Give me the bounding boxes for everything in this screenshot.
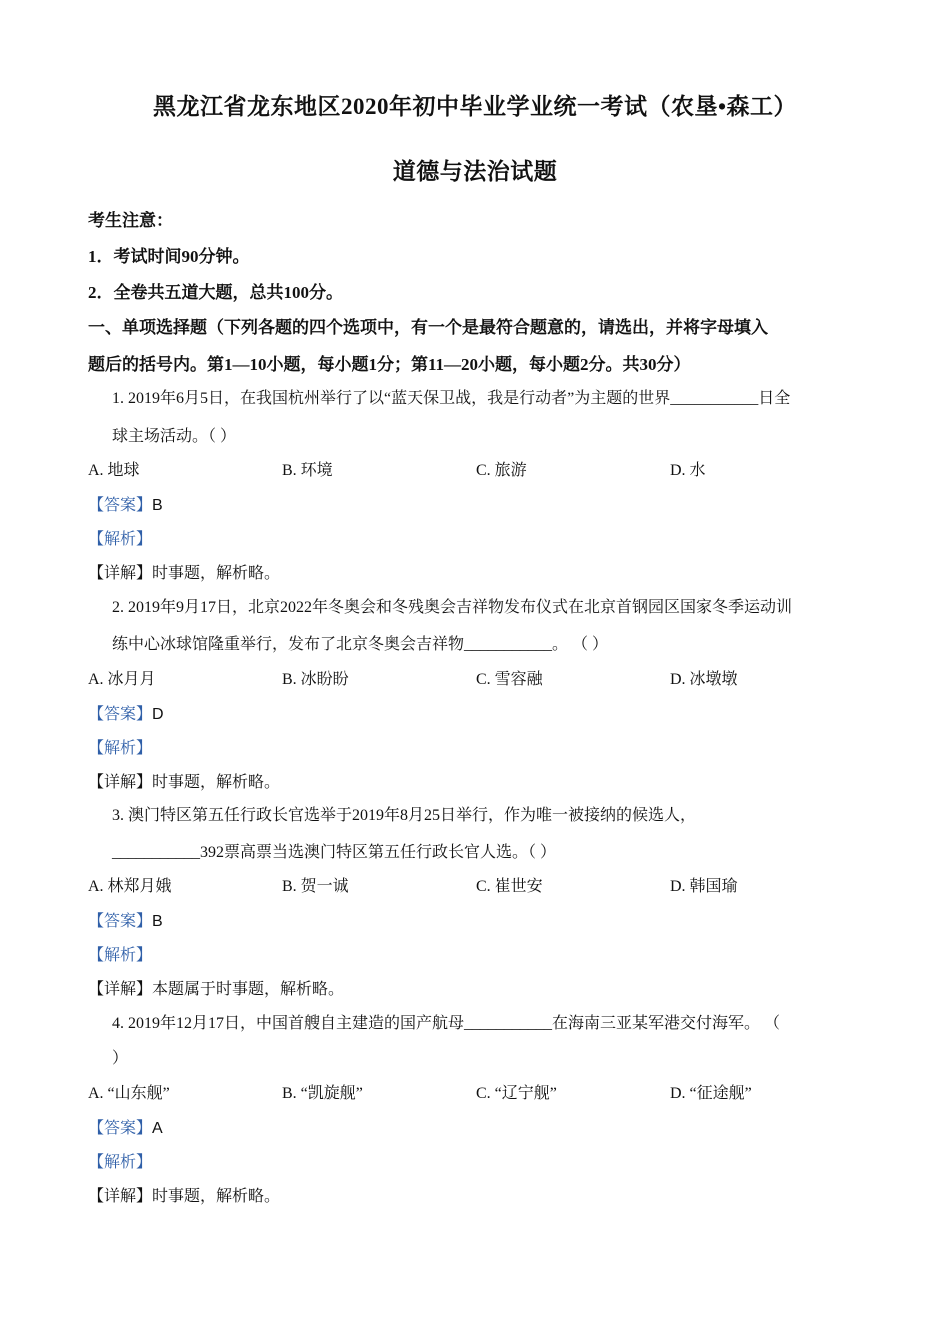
- question-4-option-a: A. “山东舰”: [88, 1085, 170, 1102]
- question-2-option-a: A. 冰月月: [88, 671, 156, 688]
- question-3-answer: [88, 908, 163, 931]
- answer-tag: 【答案】: [88, 1120, 153, 1137]
- question-2-line-1: 2. 2019年9月17日，北京2022年冬奥会和冬残奥会吉祥物发布仪式在北京首钢园区国家冬季运动训: [112, 599, 793, 616]
- question-4-option-d: D. “征途舰”: [670, 1085, 752, 1102]
- answer-tag: 【答案】: [88, 913, 153, 930]
- question-2-analysis-tag: 【解析】: [88, 740, 153, 757]
- question-4-line-2: ）: [112, 1050, 129, 1067]
- question-4-line-1: 4. 2019年12月17日，中国首艘自主建造的国产航母___________在海南三亚某军港交付海军。 （: [112, 1015, 781, 1032]
- question-3-option-a: A. 林郑月娥: [88, 878, 172, 895]
- question-1-line-2: 球主场活动。（ ）: [112, 428, 237, 445]
- answer-value: D: [152, 706, 164, 723]
- question-4-option-b: B. “凯旋舰”: [282, 1085, 363, 1102]
- notice-item-2: 2．全卷共五道大题，总共100分。: [88, 283, 343, 302]
- question-3-line-2: ___________392票高票当选澳门特区第五任行政长官人选。（ ）: [112, 844, 557, 861]
- question-1-option-c: C. 旅游: [476, 462, 527, 479]
- question-2-detail: 【详解】时事题，解析略。: [88, 774, 281, 791]
- section-heading-line-2: 题后的括号内。第1—10小题，每小题1分；第11—20小题，每小题2分。共30分）: [88, 355, 691, 374]
- question-4-detail: 【详解】时事题，解析略。: [88, 1188, 281, 1205]
- document-title: 黑龙江省龙东地区2020年初中毕业学业统一考试（农垦•森工）: [152, 94, 798, 119]
- question-2-line-2: 练中心冰球馆隆重举行，发布了北京冬奥会吉祥物___________。 （ ）: [112, 636, 609, 653]
- question-4-answer: [88, 1115, 163, 1138]
- question-3-detail: 【详解】本题属于时事题，解析略。: [88, 981, 345, 998]
- section-heading-line-1: 一、单项选择题（下列各题的四个选项中，有一个是最符合题意的，请选出，并将字母填入: [88, 318, 768, 337]
- answer-value: B: [152, 913, 163, 930]
- question-1-answer: [88, 492, 163, 515]
- question-4-option-c: C. “辽宁舰”: [476, 1085, 557, 1102]
- question-4-analysis-tag: 【解析】: [88, 1154, 153, 1171]
- question-3-option-c: C. 崔世安: [476, 878, 543, 895]
- question-3-line-1: 3. 澳门特区第五任行政长官选举于2019年8月25日举行，作为唯一被接纳的候选人，: [112, 807, 697, 824]
- question-1-option-b: B. 环境: [282, 462, 333, 479]
- answer-tag: 【答案】: [88, 706, 153, 723]
- question-1-analysis-tag: 【解析】: [88, 531, 153, 548]
- notice-heading: 考生注意：: [88, 211, 173, 230]
- answer-value: B: [152, 497, 163, 514]
- question-2-option-d: D. 冰墩墩: [670, 671, 738, 688]
- question-1-option-a: A. 地球: [88, 462, 140, 479]
- notice-item-1: 1．考试时间90分钟。: [88, 247, 250, 266]
- question-1-detail: 【详解】时事题，解析略。: [88, 565, 281, 582]
- question-2-option-b: B. 冰盼盼: [282, 671, 349, 688]
- question-3-option-b: B. 贺一诚: [282, 878, 349, 895]
- document-subtitle: 道德与法治试题: [392, 159, 558, 184]
- question-2-option-c: C. 雪容融: [476, 671, 543, 688]
- question-1-line-1: 1. 2019年6月5日，在我国杭州举行了以“蓝天保卫战，我是行动者”为主题的世界___________日全: [112, 390, 791, 407]
- question-2-answer: [88, 701, 164, 724]
- answer-tag: 【答案】: [88, 497, 153, 514]
- question-1-option-d: D. 水: [670, 462, 706, 479]
- answer-value: A: [152, 1120, 163, 1137]
- question-3-option-d: D. 韩国瑜: [670, 878, 738, 895]
- question-3-analysis-tag: 【解析】: [88, 947, 153, 964]
